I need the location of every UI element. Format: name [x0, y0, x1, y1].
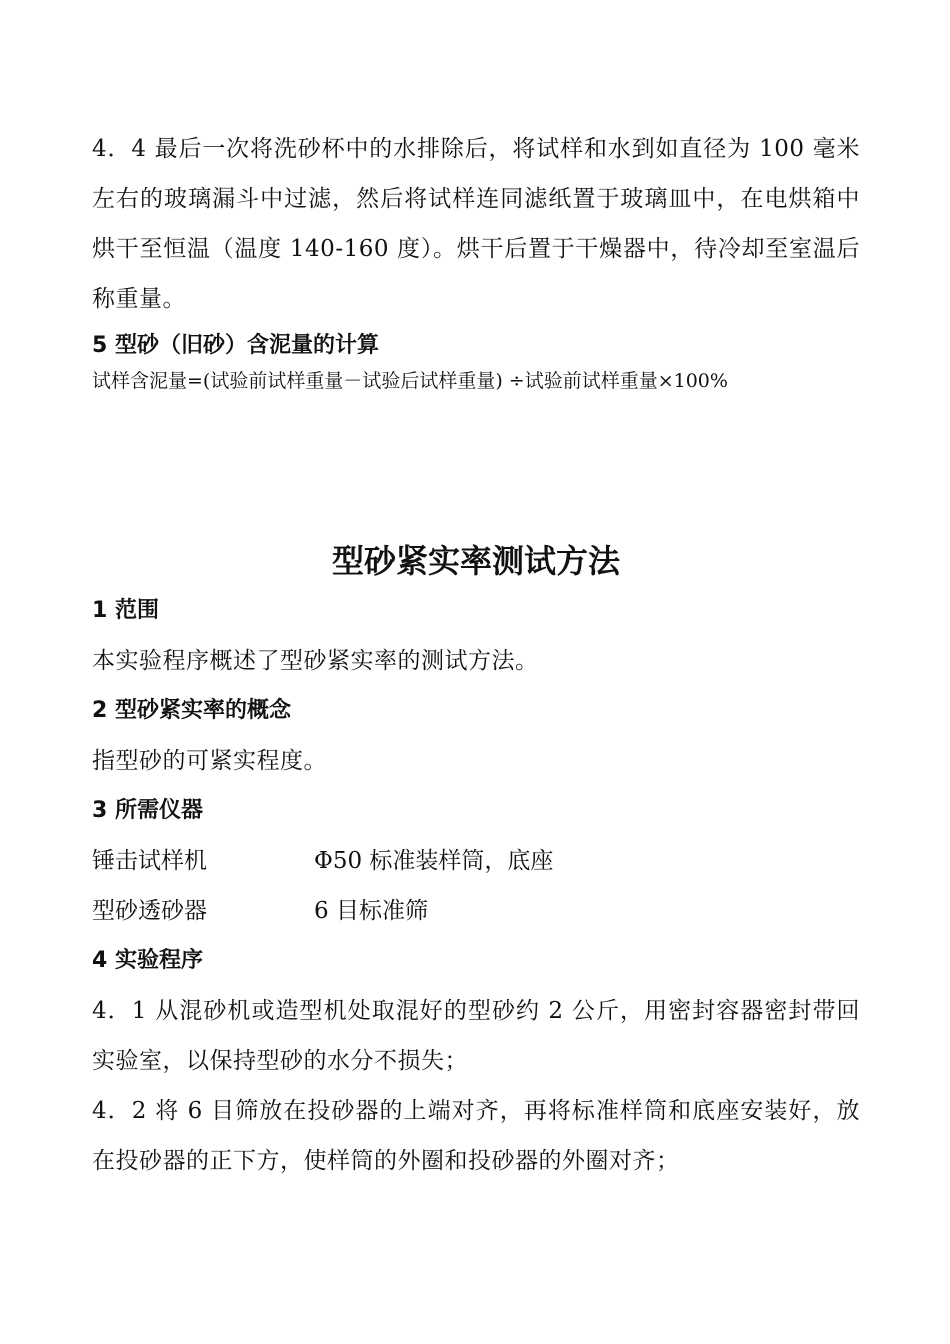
instrument-name: Φ50 标准装样筒，底座: [314, 848, 554, 874]
heading-2-concept: 2 型砂紧实率的概念: [92, 698, 291, 723]
heading-5-clay-calculation: 5 型砂（旧砂）含泥量的计算: [92, 333, 379, 358]
instrument-row: [92, 836, 860, 886]
document-page: [92, 124, 860, 1186]
spacer: [92, 396, 860, 536]
instrument-name: 锤击试样机: [92, 848, 207, 874]
instrument-name: 型砂透砂器: [92, 898, 207, 924]
paragraph-scope: 本实验程序概述了型砂紧实率的测试方法。: [92, 648, 539, 674]
instrument-name: 6 目标准筛: [314, 898, 428, 924]
paragraph-concept: 指型砂的可紧实程度。: [92, 748, 327, 774]
document-title: 型砂紧实率测试方法: [331, 542, 620, 580]
instrument-row: [92, 886, 860, 936]
heading-3-instruments: 3 所需仪器: [92, 798, 203, 823]
paragraph-4-1: 4．1 从混砂机或造型机处取混好的型砂约 2 公斤，用密封容器密封带回实验室，以保持型砂的水分不损失；: [92, 998, 860, 1074]
heading-1-scope: 1 范围: [92, 598, 159, 623]
paragraph-4-4: 4．4 最后一次将洗砂杯中的水排除后，将试样和水到如直径为 100 毫米左右的玻璃漏斗中过滤，然后将试样连同滤纸置于玻璃皿中，在电烘箱中烘干至恒温（温度 140-160 度）。烘干后置于干燥器中，待冷却至室温后称重量。: [92, 136, 860, 312]
paragraph-4-2: 4．2 将 6 目筛放在投砂器的上端对齐，再将标准样筒和底座安装好，放在投砂器的正下方，使样筒的外圈和投砂器的外圈对齐；: [92, 1098, 860, 1174]
clay-content-formula: 试样含泥量=(试验前试样重量－试验后试样重量) ÷试验前试样重量×100%: [92, 370, 728, 392]
heading-4-procedure: 4 实验程序: [92, 948, 203, 973]
